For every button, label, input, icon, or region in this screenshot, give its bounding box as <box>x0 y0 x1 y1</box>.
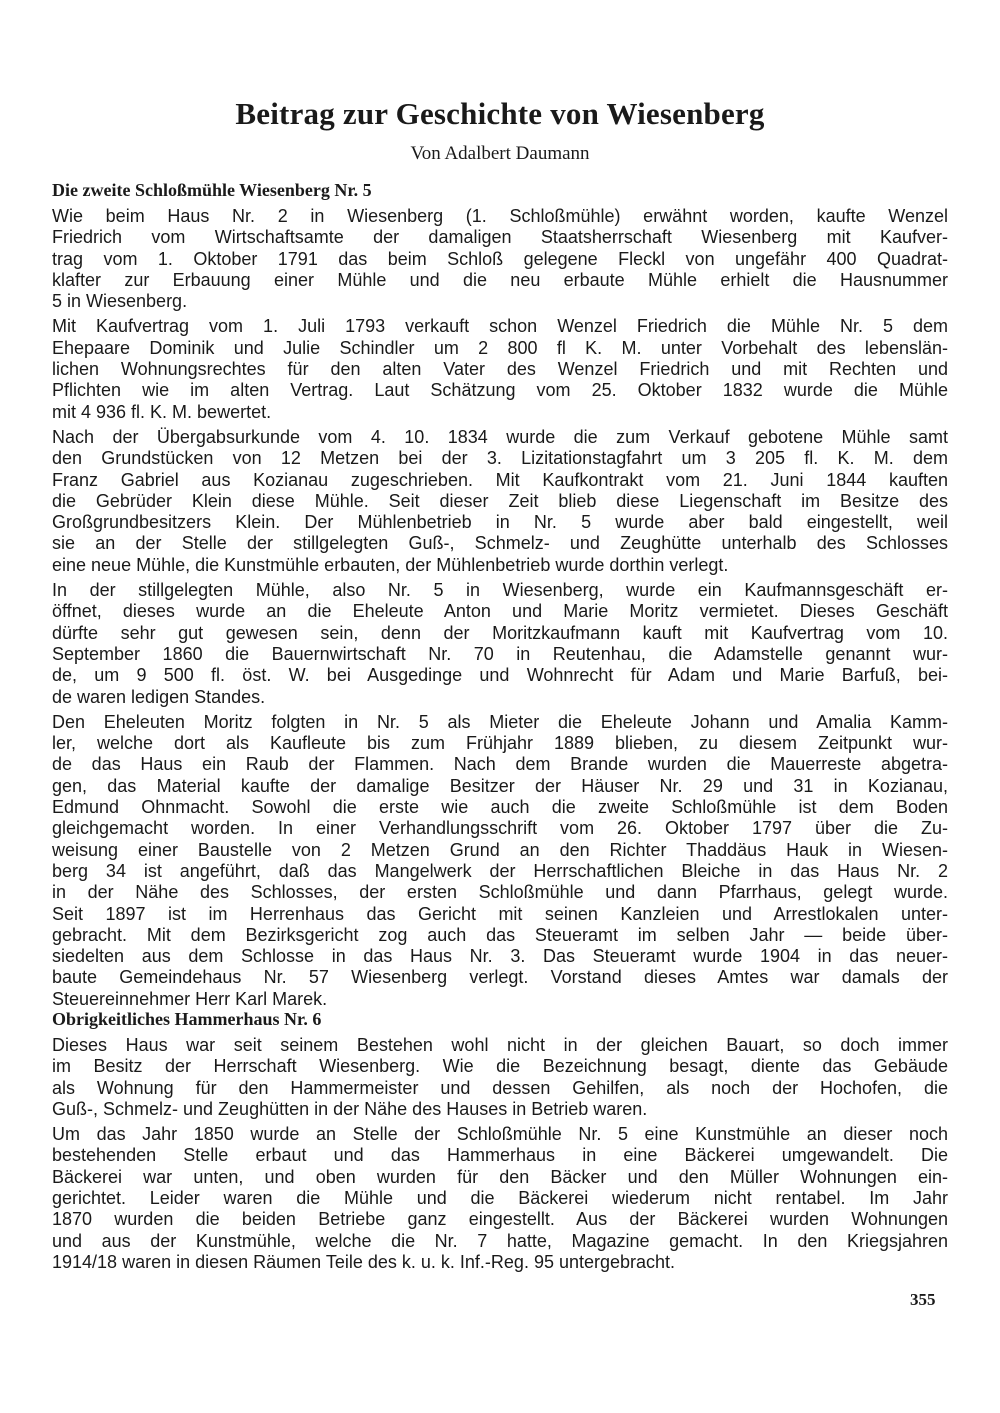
section-heading: Die zweite Schloßmühle Wiesenberg Nr. 5 <box>52 180 372 200</box>
text-line: gen, das Material kaufte der damalige Besitzer der Häuser Nr. 29 und 31 in Kozianau, <box>52 775 948 796</box>
text-line: Mit Kaufvertrag vom 1. Juli 1793 verkauft schon Wenzel Friedrich die Mühle Nr. 5 dem <box>52 316 948 337</box>
text-line: Edmund Ohnmacht. Sowohl die erste wie auch die zweite Schloßmühle ist dem Boden <box>52 797 948 818</box>
text-line: bestehenden Stelle erbaut und das Hammerhaus in eine Bäckerei umgewandelt. Die <box>52 1145 948 1166</box>
text-line: Wie beim Haus Nr. 2 in Wiesenberg (1. Schloßmühle) erwähnt worden, kaufte Wenzel <box>52 206 948 226</box>
text-line: sie an der Stelle der stillgelegten Guß-, Schmelz- und Zeughütte unterhalb des Schlosses <box>52 533 948 554</box>
text-line: Friedrich vom Wirtschaftsamte der damaligen Staatsherrschaft Wiesenberg mit Kaufver- <box>52 227 948 248</box>
page-number: 355 <box>910 1290 936 1309</box>
text-line: Um das Jahr 1850 wurde an Stelle der Schloßmühle Nr. 5 eine Kunstmühle an dieser noch <box>52 1124 948 1145</box>
article-author: Von Adalbert Daumann <box>410 143 590 164</box>
paragraph <box>52 1124 948 1273</box>
text-line: Ehepaare Dominik und Julie Schindler um 2 800 fl K. M. unter Vorbehalt des lebenslän- <box>52 337 948 358</box>
paragraph <box>52 206 948 312</box>
text-line: Franz Gabriel aus Kozianau zugeschrieben. Mit Kaufkontrakt vom 21. Juni 1844 kauften <box>52 469 948 490</box>
text-line: mit 4 936 fl. K. M. bewertet. <box>52 401 272 422</box>
text-line: Bäckerei war unten, und oben wurden für den Bäcker und den Müller Wohnungen ein- <box>52 1166 948 1187</box>
text-line: und aus der Kunstmühle, welche die Nr. 7 hatte, Magazine gemacht. In den Kriegsjahren <box>52 1230 948 1251</box>
text-line: den Grundstücken von 12 Metzen bei der 3. Lizitationstagfahrt um 3 205 fl. K. M. dem <box>52 448 948 469</box>
section-hammerhaus <box>52 1007 948 1273</box>
text-line: eine neue Mühle, die Kunstmühle erbauten, der Mühlenbetrieb wurde dorthin verlegt. <box>52 554 729 575</box>
text-line: öffnet, dieses wurde an die Eheleute Anton und Marie Moritz vermietet. Dieses Geschäft <box>52 601 948 622</box>
text-line: trag vom 1. Oktober 1791 das beim Schloß gelegene Fleckl von ungefähr 400 Quadrat- <box>52 248 948 269</box>
text-line: Pflichten wie im alten Vertrag. Laut Schätzung vom 25. Oktober 1832 wurde die Mühle <box>52 380 948 401</box>
text-line: als Wohnung für den Hammermeister und dessen Gehilfen, als noch der Hochofen, die <box>52 1077 948 1098</box>
text-line: gerichtet. Leider waren die Mühle und die Bäckerei wiederum nicht rentabel. Im Jahr <box>52 1188 948 1209</box>
text-line: gebracht. Mit dem Bezirksgericht zog auch das Steueramt im selben Jahr — beide über- <box>52 924 948 945</box>
text-line: ler, welche dort als Kaufleute bis zum Frühjahr 1889 blieben, zu diesem Zeitpunkt wur- <box>52 733 948 754</box>
paragraph <box>52 712 948 1010</box>
paragraph <box>52 580 948 708</box>
text-line: Großgrundbesitzers Klein. Der Mühlenbetrieb in Nr. 5 wurde aber bald eingestellt, weil <box>52 512 948 533</box>
text-line: Seit 1897 ist im Herrenhaus das Gericht mit seinen Kanzleien und Arrestlokalen unter- <box>52 903 948 924</box>
text-line: baute Gemeindehaus Nr. 57 Wiesenberg verlegt. Vorstand dieses Amtes war damals der <box>52 967 948 988</box>
paragraph <box>52 316 948 422</box>
text-line: in der Nähe des Schlosses, der ersten Schloßmühle und dann Pfarrhaus, gelegt wurde. <box>52 882 948 903</box>
text-line: de das Haus ein Raub der Flammen. Nach dem Brande wurden die Mauerreste abgetra- <box>52 754 948 775</box>
paragraph <box>52 427 948 576</box>
text-line: Nach der Übergabsurkunde vom 4. 10. 1834 wurde die zum Verkauf gebotene Mühle samt <box>52 426 948 447</box>
text-line: 5 in Wiesenberg. <box>52 291 188 312</box>
text-line: 1914/18 waren in diesen Räumen Teile des k. u. k. Inf.-Reg. 95 untergebracht. <box>52 1251 676 1272</box>
article-title: Beitrag zur Geschichte von Wiesenberg <box>235 96 765 131</box>
text-line: dürfte sehr gut gewesen sein, denn der Moritzkaufmann kauft mit Kaufvertrag vom 10. <box>52 622 948 643</box>
section-schlossmuehle <box>52 178 948 1010</box>
text-line: klafter zur Erbauung einer Mühle und die neu erbaute Mühle erhielt die Hausnummer <box>52 269 948 290</box>
text-line: weisung einer Baustelle von 2 Metzen Grund an den Richter Thaddäus Hauk in Wiesen- <box>52 839 948 860</box>
text-line: lichen Wohnungsrechtes für den alten Vater des Wenzel Friedrich und mit Rechten und <box>52 359 948 380</box>
text-line: berg 34 ist angeführt, daß das Mangelwerk der Herrschaftlichen Bleiche in das Haus Nr. 2 <box>52 860 948 881</box>
section-heading: Obrigkeitliches Hammerhaus Nr. 6 <box>52 1009 322 1029</box>
text-line: September 1860 die Bauernwirtschaft Nr. 70 in Reutenhau, die Adamstelle genannt wur- <box>52 643 948 664</box>
text-line: die Gebrüder Klein diese Mühle. Seit dieser Zeit blieb diese Liegenschaft im Besitze des <box>52 490 948 511</box>
text-line: de waren ledigen Standes. <box>52 686 266 707</box>
text-line: gleichgemacht worden. In einer Verhandlungsschrift vom 26. Oktober 1797 über die Zu- <box>52 818 948 839</box>
text-line: de, um 9 500 fl. öst. W. bei Ausgedinge und Wohnrecht für Adam und Marie Barfuß, bei- <box>52 665 948 686</box>
text-line: Dieses Haus war seit seinem Bestehen wohl nicht in der gleichen Bauart, so doch immer <box>52 1035 948 1055</box>
text-line: In der stillgelegten Mühle, also Nr. 5 in Wiesenberg, wurde ein Kaufmannsgeschäft er- <box>52 580 948 601</box>
text-line: im Besitz der Herrschaft Wiesenberg. Wie die Bezeichnung besagt, diente das Gebäude <box>52 1056 948 1077</box>
text-line: Steuereinnehmer Herr Karl Marek. <box>52 988 328 1009</box>
text-line: Den Eheleuten Moritz folgten in Nr. 5 als Mieter die Eheleute Johann und Amalia Kamm- <box>52 711 948 732</box>
text-line: Guß-, Schmelz- und Zeughütten in der Nähe des Hauses in Betrieb waren. <box>52 1098 648 1119</box>
paragraph <box>52 1035 948 1120</box>
text-line: 1870 wurden die beiden Betriebe ganz eingestellt. Aus der Bäckerei wurden Wohnungen <box>52 1209 948 1230</box>
text-line: siedelten aus dem Schlosse in das Haus Nr. 3. Das Steueramt wurde 1904 in das neuer- <box>52 946 948 967</box>
